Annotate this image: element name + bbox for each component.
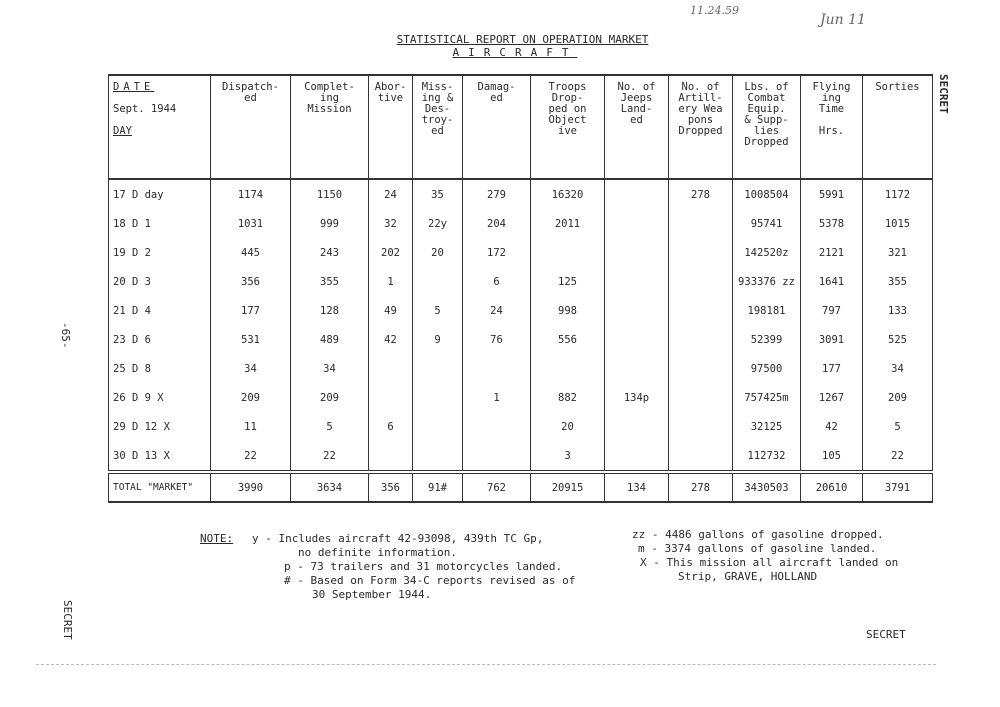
scan-edge-line (36, 664, 936, 665)
note-y-cont: no definite information. (298, 546, 457, 559)
cell-lbs: 95741 (733, 209, 801, 238)
report-subtitle: AIRCRAFT (452, 46, 578, 59)
cell-completing: 22 (291, 441, 369, 472)
cell-jeeps (605, 325, 669, 354)
col-damaged: Damag- ed (463, 75, 531, 179)
header-row (109, 75, 933, 179)
cell-dispatched: 22 (211, 441, 291, 472)
cell-missing (413, 441, 463, 472)
note-x-cont: Strip, GRAVE, HOLLAND (678, 570, 818, 583)
total-sorties: 3791 (863, 472, 933, 502)
note-hash-cont: 30 September 1944. (312, 588, 432, 601)
cell-troops: 998 (531, 296, 605, 325)
cell-missing: 35 (413, 179, 463, 209)
cell-sorties: 133 (863, 296, 933, 325)
cell-troops: 125 (531, 267, 605, 296)
total-artillery: 278 (669, 472, 733, 502)
cell-abortive: 1 (369, 267, 413, 296)
cell-missing (413, 383, 463, 412)
cell-dispatched: 531 (211, 325, 291, 354)
cell-date: 30 D 13 X (109, 441, 211, 472)
note-m: m - 3374 gallons of gasoline landed. (638, 542, 877, 555)
cell-troops: 3 (531, 441, 605, 472)
report-title-text: STATISTICAL REPORT ON OPERATION MARKET (396, 33, 649, 46)
cell-abortive: 49 (369, 296, 413, 325)
cell-dispatched: 356 (211, 267, 291, 296)
month-label: Sept. 1944 (113, 103, 177, 115)
cell-dispatched: 1031 (211, 209, 291, 238)
cell-completing: 34 (291, 354, 369, 383)
note-p: p - 73 trailers and 31 motorcycles landed. (284, 560, 563, 573)
date-label: DATE (113, 81, 155, 93)
total-missing: 91# (413, 472, 463, 502)
total-lbs: 3430503 (733, 472, 801, 502)
cell-sorties: 5 (863, 412, 933, 441)
cell-date: 23 D 6 (109, 325, 211, 354)
cell-sorties: 525 (863, 325, 933, 354)
cell-lbs: 112732 (733, 441, 801, 472)
col-artillery-dropped: No. of Artill- ery Wea pons Dropped (669, 75, 733, 179)
cell-damaged (463, 441, 531, 472)
cell-flying-time: 2121 (801, 238, 863, 267)
total-date: TOTAL "MARKET" (109, 472, 211, 502)
cell-missing (413, 354, 463, 383)
cell-jeeps (605, 179, 669, 209)
cell-sorties: 355 (863, 267, 933, 296)
cell-artillery (669, 267, 733, 296)
col-sorties: Sorties (863, 75, 933, 179)
cell-date: 17 D day (109, 179, 211, 209)
cell-artillery (669, 441, 733, 472)
col-abortive: Abor- tive (369, 75, 413, 179)
cell-date: 21 D 4 (109, 296, 211, 325)
cell-completing: 999 (291, 209, 369, 238)
cell-dispatched: 209 (211, 383, 291, 412)
cell-completing: 1150 (291, 179, 369, 209)
note-hash: # - Based on Form 34-C reports revised as of (284, 574, 576, 587)
col-jeeps-landed: No. of Jeeps Land- ed (605, 75, 669, 179)
total-troops: 20915 (531, 472, 605, 502)
cell-troops: 16320 (531, 179, 605, 209)
cell-abortive: 6 (369, 412, 413, 441)
page-number: -65- (59, 322, 72, 349)
table-row (109, 238, 933, 267)
cell-completing: 128 (291, 296, 369, 325)
report-title (0, 33, 1000, 46)
cell-artillery: 278 (669, 179, 733, 209)
cell-damaged (463, 354, 531, 383)
cell-lbs: 1008504 (733, 179, 801, 209)
cell-abortive (369, 354, 413, 383)
cell-sorties: 1015 (863, 209, 933, 238)
note-x: X - This mission all aircraft landed on (640, 556, 899, 569)
cell-jeeps (605, 296, 669, 325)
table-row (109, 412, 933, 441)
cell-date: 26 D 9 X (109, 383, 211, 412)
cell-date: 18 D 1 (109, 209, 211, 238)
table-row (109, 296, 933, 325)
cell-damaged (463, 412, 531, 441)
cell-artillery (669, 296, 733, 325)
cell-completing: 5 (291, 412, 369, 441)
cell-sorties: 22 (863, 441, 933, 472)
cell-date: 29 D 12 X (109, 412, 211, 441)
cell-dispatched: 34 (211, 354, 291, 383)
cell-missing (413, 267, 463, 296)
cell-troops: 2011 (531, 209, 605, 238)
table-row (109, 441, 933, 472)
aircraft-statistics-table (108, 74, 933, 503)
cell-date: 20 D 3 (109, 267, 211, 296)
col-missing-destroyed: Miss- ing & Des- troy- ed (413, 75, 463, 179)
table-row (109, 267, 933, 296)
cell-missing: 5 (413, 296, 463, 325)
cell-lbs: 757425m (733, 383, 801, 412)
handwritten-initials: Jun 11 (820, 12, 866, 28)
cell-completing: 489 (291, 325, 369, 354)
cell-lbs: 198181 (733, 296, 801, 325)
table-row (109, 354, 933, 383)
cell-missing (413, 412, 463, 441)
cell-jeeps (605, 441, 669, 472)
cell-jeeps (605, 412, 669, 441)
day-label: DAY (113, 125, 132, 137)
cell-date: 19 D 2 (109, 238, 211, 267)
cell-completing: 355 (291, 267, 369, 296)
cell-dispatched: 177 (211, 296, 291, 325)
cell-artillery (669, 412, 733, 441)
cell-damaged: 76 (463, 325, 531, 354)
note-y: y - Includes aircraft 42-93098, 439th TC Gp, (252, 532, 544, 545)
total-damaged: 762 (463, 472, 531, 502)
table-row (109, 383, 933, 412)
table-row (109, 179, 933, 209)
cell-abortive: 32 (369, 209, 413, 238)
cell-missing: 9 (413, 325, 463, 354)
cell-lbs: 32125 (733, 412, 801, 441)
cell-completing: 209 (291, 383, 369, 412)
cell-missing: 20 (413, 238, 463, 267)
cell-artillery (669, 209, 733, 238)
cell-jeeps (605, 209, 669, 238)
total-row (109, 472, 933, 502)
col-flying-time: Flying ing Time Hrs. (801, 75, 863, 179)
classification-right: SECRET (937, 74, 950, 114)
cell-damaged: 172 (463, 238, 531, 267)
cell-jeeps: 134p (605, 383, 669, 412)
cell-jeeps (605, 267, 669, 296)
table-row (109, 209, 933, 238)
notes-label: NOTE: (200, 532, 234, 545)
date-header (109, 75, 211, 179)
cell-flying-time: 5378 (801, 209, 863, 238)
cell-sorties: 209 (863, 383, 933, 412)
total-jeeps: 134 (605, 472, 669, 502)
cell-flying-time: 5991 (801, 179, 863, 209)
cell-missing: 22y (413, 209, 463, 238)
cell-flying-time: 105 (801, 441, 863, 472)
cell-artillery (669, 238, 733, 267)
cell-damaged: 6 (463, 267, 531, 296)
cell-sorties: 321 (863, 238, 933, 267)
cell-date: 25 D 8 (109, 354, 211, 383)
cell-damaged: 24 (463, 296, 531, 325)
cell-abortive (369, 441, 413, 472)
cell-abortive: 24 (369, 179, 413, 209)
total-dispatched: 3990 (211, 472, 291, 502)
cell-troops: 20 (531, 412, 605, 441)
cell-jeeps (605, 238, 669, 267)
classification-bottom: SECRET (866, 628, 906, 641)
cell-lbs: 97500 (733, 354, 801, 383)
cell-abortive (369, 383, 413, 412)
col-troops-dropped: Troops Drop- ped on Object ive (531, 75, 605, 179)
cell-dispatched: 445 (211, 238, 291, 267)
cell-troops: 882 (531, 383, 605, 412)
cell-flying-time: 42 (801, 412, 863, 441)
col-completing-mission: Complet- ing Mission (291, 75, 369, 179)
total-completing: 3634 (291, 472, 369, 502)
cell-jeeps (605, 354, 669, 383)
cell-dispatched: 11 (211, 412, 291, 441)
table-row (109, 325, 933, 354)
cell-flying-time: 797 (801, 296, 863, 325)
col-lbs-equipment: Lbs. of Combat Equip. & Supp- lies Dropped (733, 75, 801, 179)
total-abortive: 356 (369, 472, 413, 502)
cell-flying-time: 1267 (801, 383, 863, 412)
cell-damaged: 1 (463, 383, 531, 412)
cell-damaged: 204 (463, 209, 531, 238)
cell-flying-time: 1641 (801, 267, 863, 296)
cell-lbs: 52399 (733, 325, 801, 354)
cell-sorties: 1172 (863, 179, 933, 209)
cell-flying-time: 177 (801, 354, 863, 383)
classification-left: SECRET (61, 600, 74, 640)
cell-lbs: 142520z (733, 238, 801, 267)
cell-artillery (669, 383, 733, 412)
col-dispatched: Dispatch- ed (211, 75, 291, 179)
cell-artillery (669, 325, 733, 354)
cell-sorties: 34 (863, 354, 933, 383)
cell-dispatched: 1174 (211, 179, 291, 209)
cell-troops: 556 (531, 325, 605, 354)
cell-abortive: 42 (369, 325, 413, 354)
handwritten-date: 11.24.59 (690, 4, 739, 17)
cell-troops (531, 238, 605, 267)
cell-lbs: 933376 zz (733, 267, 801, 296)
cell-damaged: 279 (463, 179, 531, 209)
total-flying-time: 20610 (801, 472, 863, 502)
cell-completing: 243 (291, 238, 369, 267)
cell-abortive: 202 (369, 238, 413, 267)
cell-flying-time: 3091 (801, 325, 863, 354)
cell-troops (531, 354, 605, 383)
note-zz: zz - 4486 gallons of gasoline dropped. (632, 528, 884, 541)
cell-artillery (669, 354, 733, 383)
